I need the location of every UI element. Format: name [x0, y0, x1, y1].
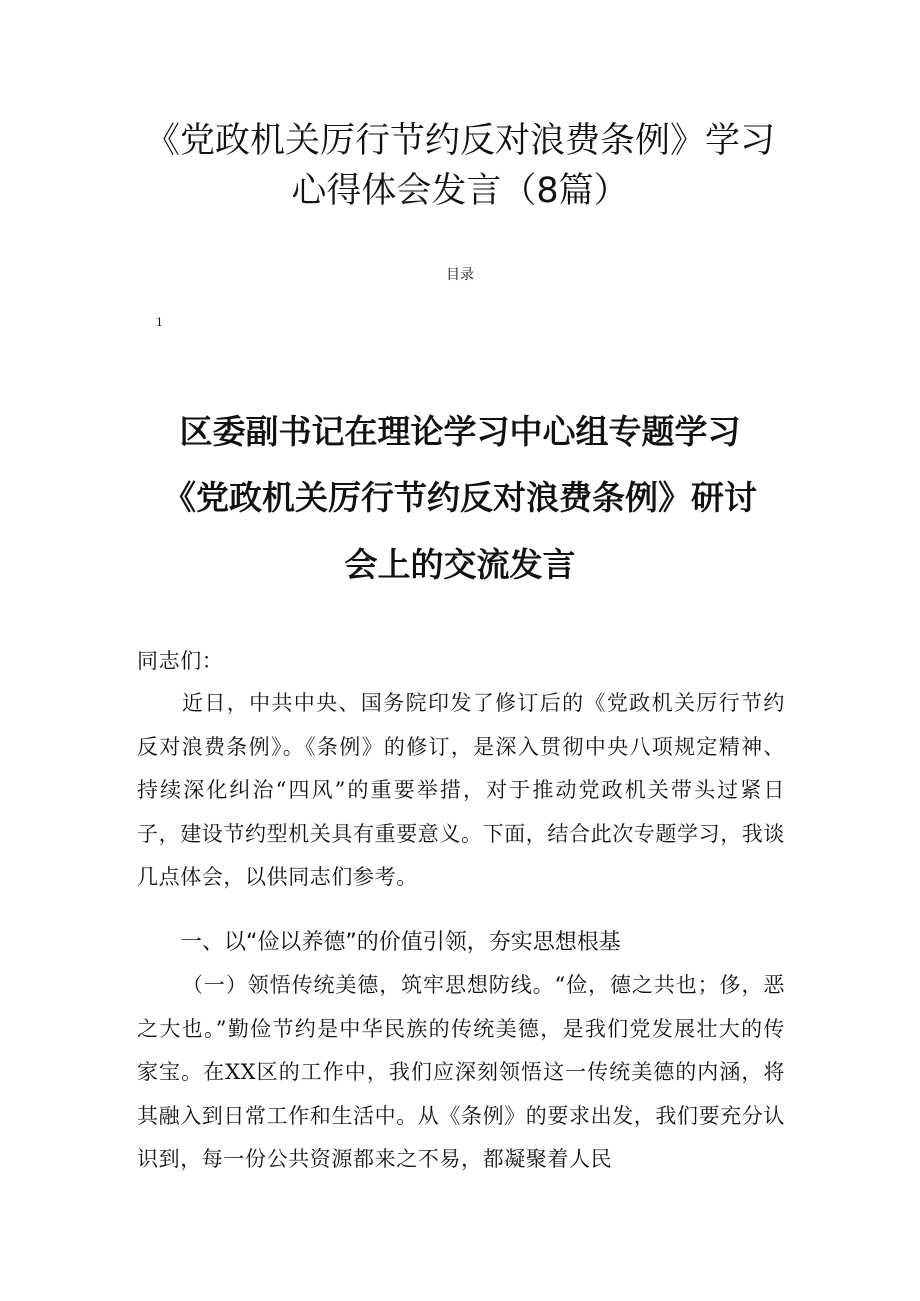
section-title-line-2: 《党政机关厉行节约反对浪费条例》研讨: [163, 478, 757, 517]
salutation: 同志们：: [137, 649, 224, 673]
body-paragraph: 近日，中共中央、国务院印发了修订后的《党政机关厉行节约反对浪费条例》。《条例》的修订，是深入贯彻中央八项规定精神、持续深化纠治“四风”的重要举措，对于推动党政机关带头过紧日子，建设节约型机关具有重要意义。下面，结合此次专题学习，我谈几点体会，以供同志们参考。: [137, 691, 785, 889]
section-title-line-1: 区委副书记在理论学习中心组专题学习: [179, 412, 741, 451]
document-title-line-2: 心得体会发言（8篇）: [291, 171, 629, 211]
table-of-contents-label: 目录: [446, 267, 474, 283]
section-title-line-3: 会上的交流发言: [344, 545, 576, 584]
section-heading: 一、以“俭以养德”的价值引领，夯实思想根基: [180, 930, 621, 955]
table-of-contents-entry[interactable]: 1: [156, 316, 163, 329]
body-paragraph: （一）领悟传统美德，筑牢思想防线。“俭，德之共也；侈，恶之大也。”勤俭节约是中华民族的传统美德，是我们党发展壮大的传家宝。在XX区的工作中，我们应深刻领悟这一传统美德的内涵，将其融入到日常工作和生活中。从《条例》的要求出发，我们要充分认识到，每一份公共资源都来之不易，都凝聚着人民: [137, 973, 785, 1171]
document-title-line-1: 《党政机关厉行节约反对浪费条例》学习: [144, 121, 775, 161]
